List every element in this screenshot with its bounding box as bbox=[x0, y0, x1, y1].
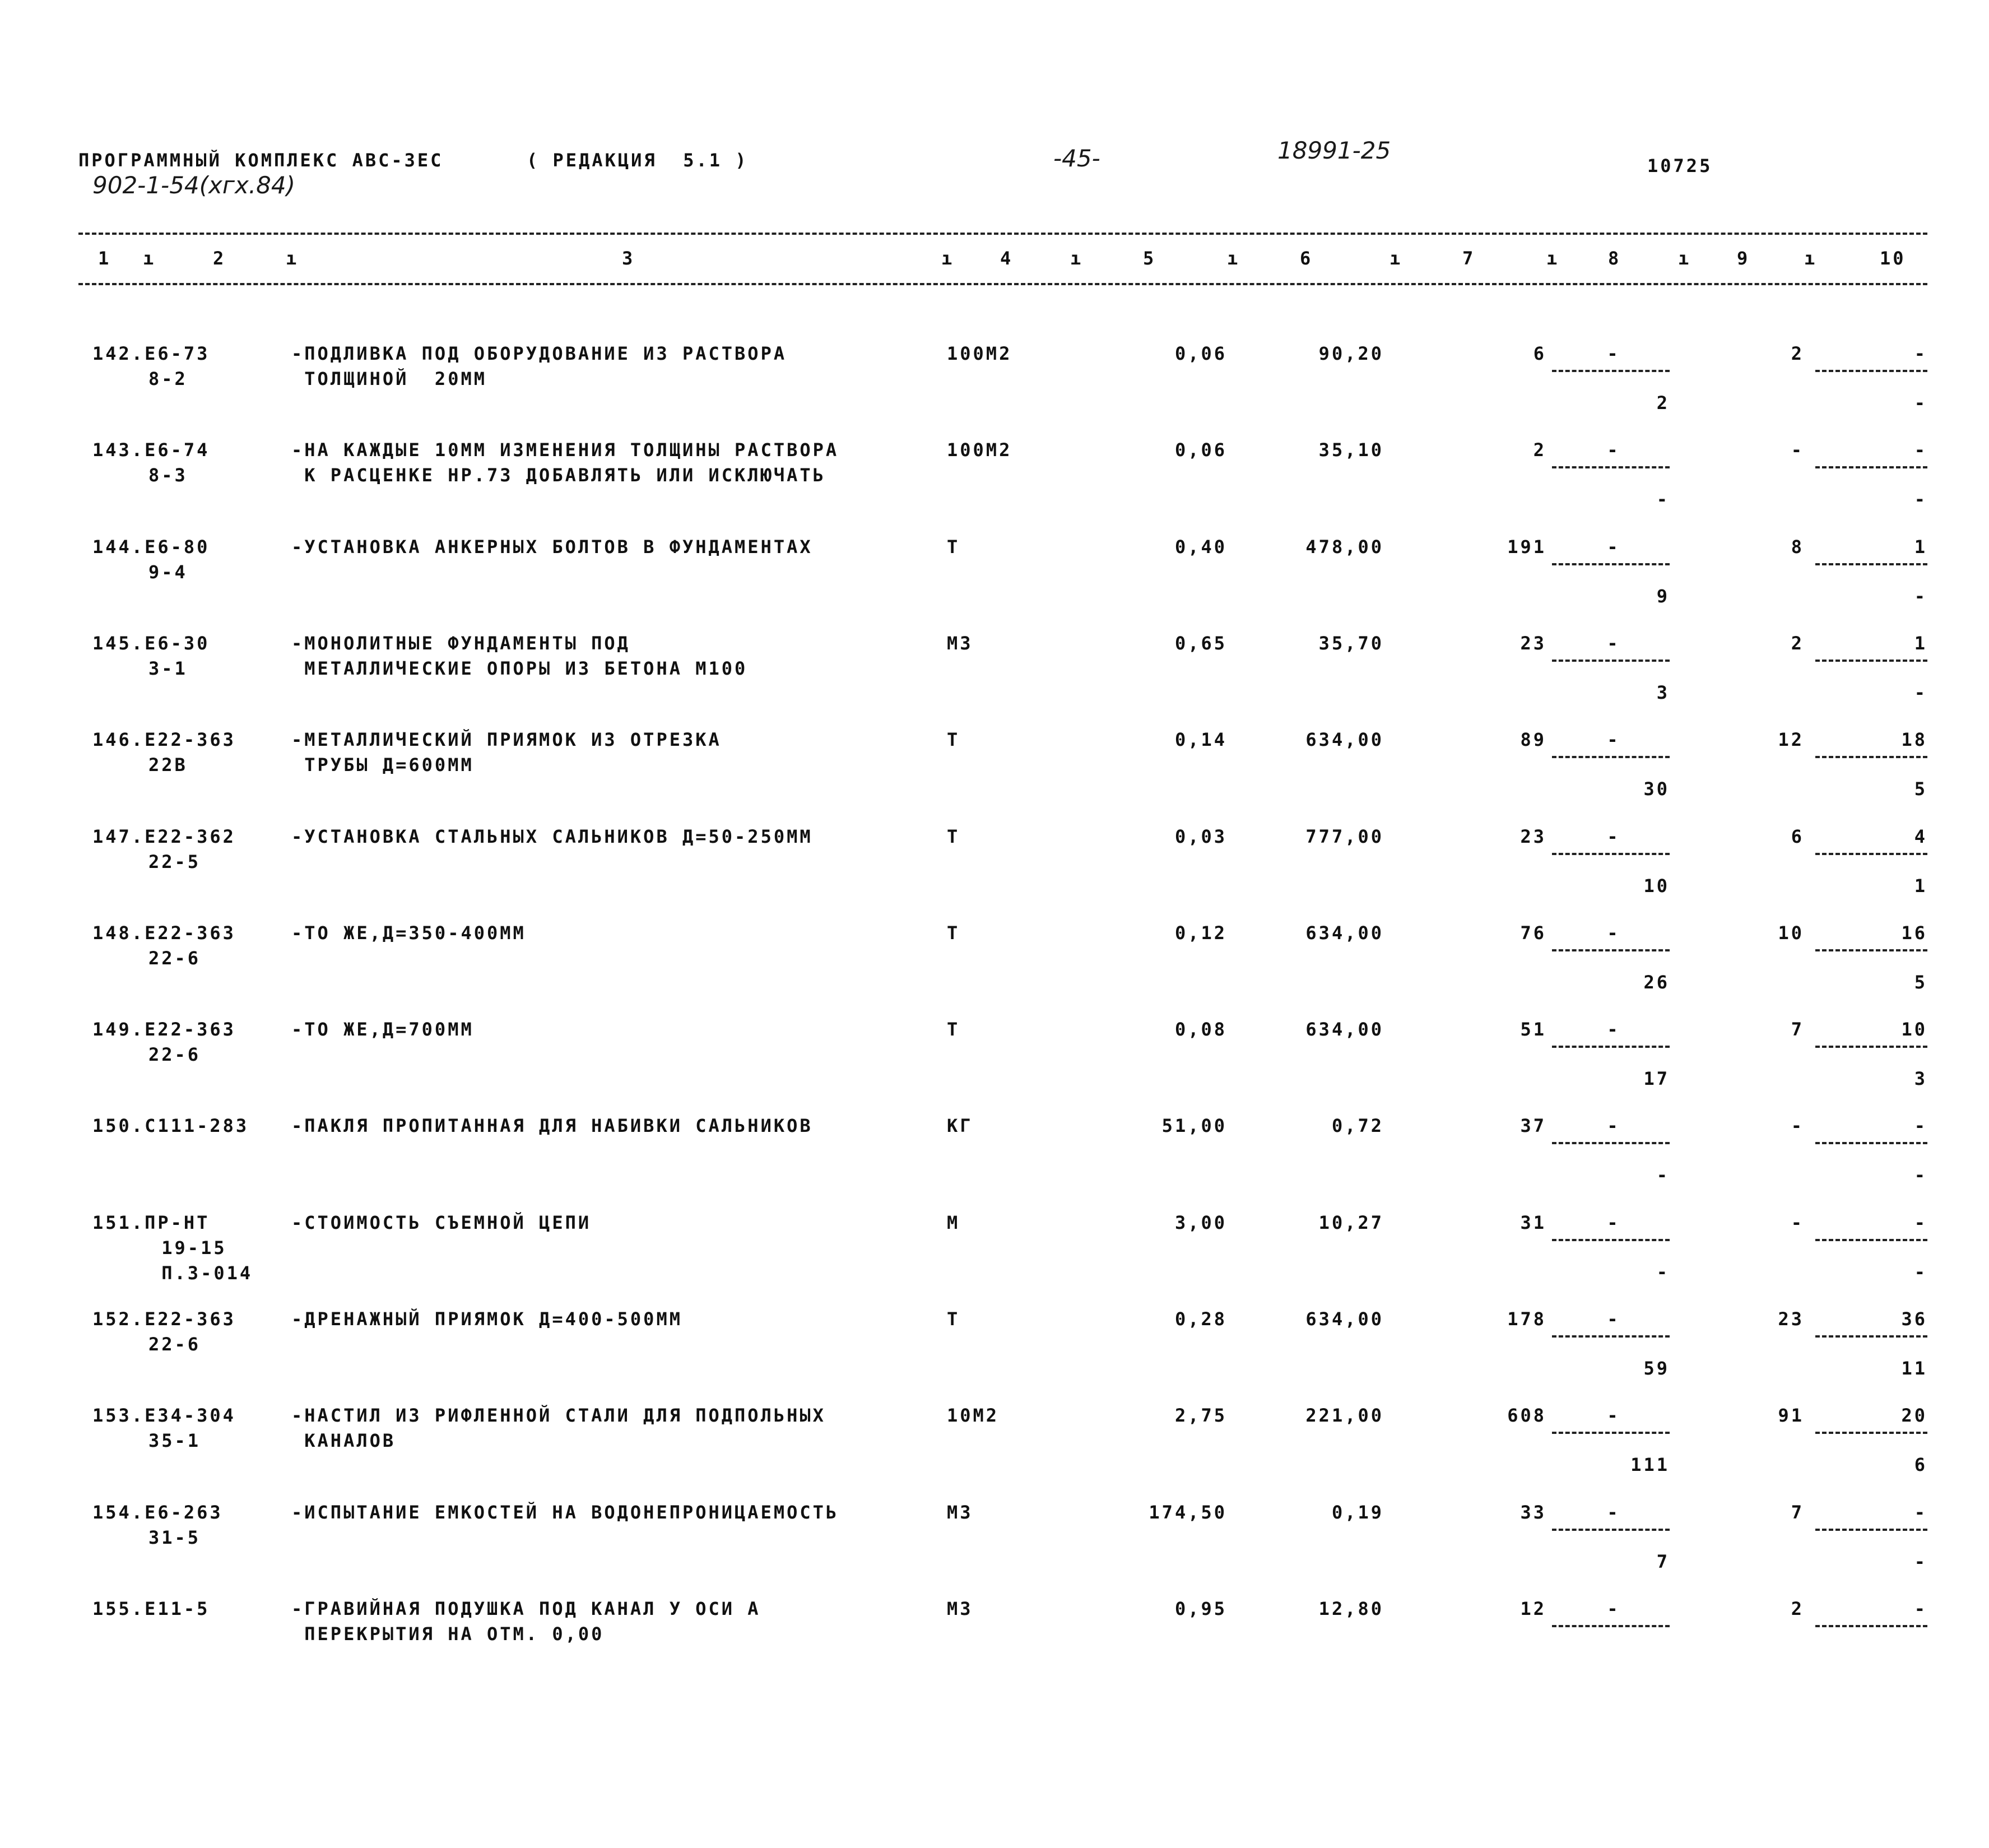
row-col9: 2 bbox=[1791, 1598, 1804, 1619]
row-col9: 6 bbox=[1791, 826, 1804, 847]
row-description: К РАСЦЕНКЕ НР.73 ДОБАВЛЯТЬ ИЛИ ИСКЛЮЧАТЬ bbox=[291, 465, 826, 486]
row-code-sub: 22-6 bbox=[148, 1044, 201, 1065]
row-col10-bottom: 6 bbox=[1914, 1454, 1927, 1475]
row-unit-price: 0,72 bbox=[1331, 1115, 1384, 1136]
row-code: 145.Е6-30 bbox=[92, 633, 210, 654]
column-separator: ı bbox=[286, 248, 299, 269]
row-code: 152.Е22-363 bbox=[92, 1308, 236, 1330]
row-col7: 608 bbox=[1507, 1405, 1546, 1426]
row-col7: 191 bbox=[1507, 536, 1546, 558]
column-separator: ı bbox=[1227, 248, 1240, 269]
row-col10-top: 16 bbox=[1901, 922, 1927, 944]
row-description: -МОНОЛИТНЫЕ ФУНДАМЕНТЫ ПОД bbox=[291, 633, 630, 654]
row-col8-divider bbox=[1552, 756, 1670, 758]
row-description: КАНАЛОВ bbox=[291, 1430, 396, 1451]
row-unit-price: 634,00 bbox=[1305, 1308, 1384, 1330]
row-col8-bottom: 26 bbox=[1643, 972, 1670, 993]
row-quantity: 0,40 bbox=[1174, 536, 1227, 558]
row-unit: КГ bbox=[947, 1115, 973, 1136]
row-col8-bottom: - bbox=[1656, 1164, 1670, 1186]
row-unit: 100М2 bbox=[947, 439, 1012, 461]
row-col8-divider bbox=[1552, 1625, 1670, 1627]
row-unit: Т bbox=[947, 1019, 960, 1040]
row-col10-top: - bbox=[1914, 1212, 1927, 1233]
sheet-code: 10725 bbox=[1647, 155, 1713, 177]
row-unit: М3 bbox=[947, 633, 973, 654]
header-rule-top bbox=[78, 233, 1927, 235]
row-col10-divider bbox=[1815, 1239, 1927, 1241]
row-col8-top: - bbox=[1607, 1115, 1620, 1136]
row-col9: 23 bbox=[1778, 1308, 1804, 1330]
row-code-sub: П.3-014 bbox=[148, 1262, 253, 1284]
row-description: -МЕТАЛЛИЧЕСКИЙ ПРИЯМОК ИЗ ОТРЕЗКА bbox=[291, 729, 722, 750]
row-col10-top: 18 bbox=[1901, 729, 1927, 750]
row-col10-divider bbox=[1815, 1432, 1927, 1434]
row-quantity: 174,50 bbox=[1149, 1502, 1227, 1523]
row-col10-divider bbox=[1815, 1142, 1927, 1144]
column-header-8: 8 bbox=[1608, 248, 1621, 269]
row-code-sub: 31-5 bbox=[148, 1527, 201, 1548]
row-col9: 7 bbox=[1791, 1502, 1804, 1523]
row-quantity: 0,14 bbox=[1174, 729, 1227, 750]
row-description: ТРУБЫ Д=600ММ bbox=[291, 754, 474, 776]
row-col10-top: 4 bbox=[1914, 826, 1927, 847]
row-col10-top: 20 bbox=[1901, 1405, 1927, 1426]
doc-number: 18991-25 bbox=[1277, 137, 1391, 164]
row-col8-bottom: 3 bbox=[1656, 682, 1670, 703]
row-col8-bottom: 7 bbox=[1656, 1551, 1670, 1572]
row-description: -ГРАВИЙНАЯ ПОДУШКА ПОД КАНАЛ У ОСИ А bbox=[291, 1598, 761, 1619]
row-unit-price: 0,19 bbox=[1331, 1502, 1384, 1523]
row-col10-divider bbox=[1815, 853, 1927, 855]
row-col10-bottom: - bbox=[1914, 1551, 1927, 1572]
row-col10-divider bbox=[1815, 1529, 1927, 1531]
row-col8-bottom: 59 bbox=[1643, 1358, 1670, 1379]
row-quantity: 0,28 bbox=[1174, 1308, 1227, 1330]
column-header-3: 3 bbox=[622, 248, 635, 269]
row-col10-bottom: 11 bbox=[1901, 1358, 1927, 1379]
row-code-sub: 22-6 bbox=[148, 948, 201, 969]
row-col8-bottom: 111 bbox=[1630, 1454, 1670, 1475]
row-quantity: 51,00 bbox=[1161, 1115, 1227, 1136]
column-separator: ı bbox=[941, 248, 955, 269]
column-header-10: 10 bbox=[1880, 248, 1906, 269]
row-col8-bottom: - bbox=[1656, 1261, 1670, 1283]
row-col8-top: - bbox=[1607, 1598, 1620, 1619]
row-unit: 10М2 bbox=[947, 1405, 1000, 1426]
row-col7: 31 bbox=[1520, 1212, 1546, 1233]
column-header-7: 7 bbox=[1462, 248, 1476, 269]
row-col7: 6 bbox=[1533, 343, 1546, 364]
row-col8-top: - bbox=[1607, 633, 1620, 654]
row-col7: 178 bbox=[1507, 1308, 1546, 1330]
row-col8-divider bbox=[1552, 1239, 1670, 1241]
row-quantity: 0,95 bbox=[1174, 1598, 1227, 1619]
row-col8-top: - bbox=[1607, 1212, 1620, 1233]
row-unit-price: 35,70 bbox=[1318, 633, 1384, 654]
row-col10-divider bbox=[1815, 466, 1927, 468]
row-col10-bottom: - bbox=[1914, 392, 1927, 414]
row-col10-bottom: 1 bbox=[1914, 875, 1927, 897]
project-code: 902-1-54(хгх.84) bbox=[92, 171, 295, 199]
row-col10-divider bbox=[1815, 370, 1927, 372]
row-col10-divider bbox=[1815, 949, 1927, 951]
row-code-sub: 22-5 bbox=[148, 851, 201, 872]
column-separator: ı bbox=[1070, 248, 1084, 269]
row-unit: Т bbox=[947, 1308, 960, 1330]
row-col8-divider bbox=[1552, 370, 1670, 372]
row-col8-divider bbox=[1552, 466, 1670, 468]
row-unit: Т bbox=[947, 922, 960, 944]
row-unit-price: 90,20 bbox=[1318, 343, 1384, 364]
row-col8-top: - bbox=[1607, 826, 1620, 847]
row-unit-price: 12,80 bbox=[1318, 1598, 1384, 1619]
row-code-sub: 8-2 bbox=[148, 368, 188, 389]
row-quantity: 0,08 bbox=[1174, 1019, 1227, 1040]
row-quantity: 0,06 bbox=[1174, 343, 1227, 364]
row-col9: - bbox=[1791, 1212, 1804, 1233]
row-code: 151.ПР-НТ bbox=[92, 1212, 210, 1233]
row-unit: Т bbox=[947, 536, 960, 558]
row-col10-top: - bbox=[1914, 1115, 1927, 1136]
row-description: -ТО ЖЕ,Д=700ММ bbox=[291, 1019, 474, 1040]
row-col8-top: - bbox=[1607, 1405, 1620, 1426]
row-code: 148.Е22-363 bbox=[92, 922, 236, 944]
column-header-1: 1 bbox=[98, 248, 111, 269]
row-quantity: 2,75 bbox=[1174, 1405, 1227, 1426]
row-code-sub: 22В bbox=[148, 754, 188, 776]
row-col7: 51 bbox=[1520, 1019, 1546, 1040]
row-code: 154.Е6-263 bbox=[92, 1502, 223, 1523]
row-unit: М bbox=[947, 1212, 960, 1233]
row-col10-bottom: 3 bbox=[1914, 1068, 1927, 1089]
row-col10-top: 36 bbox=[1901, 1308, 1927, 1330]
row-col9: - bbox=[1791, 439, 1804, 461]
row-col9: 8 bbox=[1791, 536, 1804, 558]
row-unit-price: 35,10 bbox=[1318, 439, 1384, 461]
row-quantity: 0,12 bbox=[1174, 922, 1227, 944]
row-quantity: 0,03 bbox=[1174, 826, 1227, 847]
column-separator: ı bbox=[143, 248, 156, 269]
row-col8-top: - bbox=[1607, 343, 1620, 364]
row-unit: М3 bbox=[947, 1598, 973, 1619]
row-col8-top: - bbox=[1607, 536, 1620, 558]
row-description: -НАСТИЛ ИЗ РИФЛЕННОЙ СТАЛИ ДЛЯ ПОДПОЛЬНЫХ bbox=[291, 1405, 826, 1426]
row-code: 153.Е34-304 bbox=[92, 1405, 236, 1426]
row-code-sub: 3-1 bbox=[148, 658, 188, 679]
row-col10-top: - bbox=[1914, 439, 1927, 461]
row-col8-top: - bbox=[1607, 1502, 1620, 1523]
edition-label: ( РЕДАКЦИЯ 5.1 ) bbox=[527, 150, 749, 171]
row-col7: 23 bbox=[1520, 633, 1546, 654]
row-col9: 7 bbox=[1791, 1019, 1804, 1040]
row-col8-top: - bbox=[1607, 729, 1620, 750]
row-col8-bottom: - bbox=[1656, 489, 1670, 510]
row-unit-price: 478,00 bbox=[1305, 536, 1384, 558]
row-col8-bottom: 2 bbox=[1656, 392, 1670, 414]
row-col8-divider bbox=[1552, 1432, 1670, 1434]
row-col8-divider bbox=[1552, 1046, 1670, 1048]
row-code: 142.Е6-73 bbox=[92, 343, 210, 364]
column-separator: ı bbox=[1678, 248, 1691, 269]
program-title: ПРОГРАММНЫЙ КОМПЛЕКС АВС-3ЕС bbox=[78, 150, 444, 171]
page-mark: -45- bbox=[1053, 145, 1100, 172]
column-header-4: 4 bbox=[1000, 248, 1014, 269]
row-code: 149.Е22-363 bbox=[92, 1019, 236, 1040]
row-col9: 12 bbox=[1778, 729, 1804, 750]
row-col10-bottom: - bbox=[1914, 586, 1927, 607]
row-col10-top: 10 bbox=[1901, 1019, 1927, 1040]
row-col8-top: - bbox=[1607, 1019, 1620, 1040]
row-col10-top: 1 bbox=[1914, 536, 1927, 558]
row-description: -УСТАНОВКА АНКЕРНЫХ БОЛТОВ В ФУНДАМЕНТАХ bbox=[291, 536, 813, 558]
row-description: ТОЛЩИНОЙ 20ММ bbox=[291, 368, 487, 389]
row-col10-bottom: 5 bbox=[1914, 778, 1927, 800]
column-header-6: 6 bbox=[1300, 248, 1313, 269]
row-col7: 76 bbox=[1520, 922, 1546, 944]
row-col7: 23 bbox=[1520, 826, 1546, 847]
header-rule-bottom bbox=[78, 283, 1927, 285]
row-unit: Т bbox=[947, 729, 960, 750]
row-code-sub: 9-4 bbox=[148, 561, 188, 583]
row-unit-price: 634,00 bbox=[1305, 729, 1384, 750]
row-description: -ПАКЛЯ ПРОПИТАННАЯ ДЛЯ НАБИВКИ САЛЬНИКОВ bbox=[291, 1115, 813, 1136]
column-separator: ı bbox=[1389, 248, 1403, 269]
row-col7: 12 bbox=[1520, 1598, 1546, 1619]
row-description: -УСТАНОВКА СТАЛЬНЫХ САЛЬНИКОВ Д=50-250ММ bbox=[291, 826, 813, 847]
column-separator: ı bbox=[1804, 248, 1818, 269]
row-col10-divider bbox=[1815, 1046, 1927, 1048]
row-col10-top: - bbox=[1914, 1502, 1927, 1523]
row-col9: 2 bbox=[1791, 343, 1804, 364]
row-col10-top: 1 bbox=[1914, 633, 1927, 654]
row-unit-price: 634,00 bbox=[1305, 922, 1384, 944]
column-header-2: 2 bbox=[213, 248, 226, 269]
row-col8-top: - bbox=[1607, 922, 1620, 944]
row-description: -ПОДЛИВКА ПОД ОБОРУДОВАНИЕ ИЗ РАСТВОРА bbox=[291, 343, 787, 364]
row-col10-top: - bbox=[1914, 1598, 1927, 1619]
row-description: ПЕРЕКРЫТИЯ НА ОТМ. 0,00 bbox=[291, 1623, 605, 1645]
row-col9: 2 bbox=[1791, 633, 1804, 654]
column-header-9: 9 bbox=[1737, 248, 1750, 269]
row-col8-divider bbox=[1552, 660, 1670, 662]
row-code-sub: 19-15 bbox=[148, 1237, 227, 1259]
row-col8-divider bbox=[1552, 1335, 1670, 1338]
row-col10-divider bbox=[1815, 1625, 1927, 1627]
row-code: 146.Е22-363 bbox=[92, 729, 236, 750]
row-unit-price: 634,00 bbox=[1305, 1019, 1384, 1040]
row-quantity: 0,06 bbox=[1174, 439, 1227, 461]
row-col8-bottom: 10 bbox=[1643, 875, 1670, 897]
row-col10-bottom: - bbox=[1914, 682, 1927, 703]
row-unit: 100М2 bbox=[947, 343, 1012, 364]
row-col10-divider bbox=[1815, 660, 1927, 662]
column-separator: ı bbox=[1546, 248, 1560, 269]
row-col10-divider bbox=[1815, 563, 1927, 565]
row-description: -СТОИМОСТЬ СЪЕМНОЙ ЦЕПИ bbox=[291, 1212, 592, 1233]
row-col8-divider bbox=[1552, 563, 1670, 565]
row-col7: 2 bbox=[1533, 439, 1546, 461]
row-col9: - bbox=[1791, 1115, 1804, 1136]
row-col8-top: - bbox=[1607, 439, 1620, 461]
row-col10-divider bbox=[1815, 756, 1927, 758]
row-col8-bottom: 30 bbox=[1643, 778, 1670, 800]
row-unit-price: 221,00 bbox=[1305, 1405, 1384, 1426]
row-description: -НА КАЖДЫЕ 10ММ ИЗМЕНЕНИЯ ТОЛЩИНЫ РАСТВОРА bbox=[291, 439, 839, 461]
row-code: 143.Е6-74 bbox=[92, 439, 210, 461]
row-col10-bottom: - bbox=[1914, 1164, 1927, 1186]
row-col8-divider bbox=[1552, 949, 1670, 951]
row-col10-top: - bbox=[1914, 343, 1927, 364]
row-unit: Т bbox=[947, 826, 960, 847]
row-col8-bottom: 9 bbox=[1656, 586, 1670, 607]
row-col7: 33 bbox=[1520, 1502, 1546, 1523]
row-description: -ДРЕНАЖНЫЙ ПРИЯМОК Д=400-500ММ bbox=[291, 1308, 682, 1330]
row-code-sub: 35-1 bbox=[148, 1430, 201, 1451]
row-col8-divider bbox=[1552, 1529, 1670, 1531]
row-col10-bottom: - bbox=[1914, 1261, 1927, 1283]
row-description: МЕТАЛЛИЧЕСКИЕ ОПОРЫ ИЗ БЕТОНА М100 bbox=[291, 658, 748, 679]
row-unit: М3 bbox=[947, 1502, 973, 1523]
row-quantity: 3,00 bbox=[1174, 1212, 1227, 1233]
row-code: 150.С111-283 bbox=[92, 1115, 249, 1136]
row-col10-bottom: - bbox=[1914, 489, 1927, 510]
row-unit-price: 777,00 bbox=[1305, 826, 1384, 847]
row-col7: 37 bbox=[1520, 1115, 1546, 1136]
row-code: 155.Е11-5 bbox=[92, 1598, 210, 1619]
row-col8-divider bbox=[1552, 853, 1670, 855]
row-col9: 10 bbox=[1778, 922, 1804, 944]
row-col8-bottom: 17 bbox=[1643, 1068, 1670, 1089]
row-col10-bottom: 5 bbox=[1914, 972, 1927, 993]
row-col8-divider bbox=[1552, 1142, 1670, 1144]
row-code-sub: 8-3 bbox=[148, 465, 188, 486]
row-quantity: 0,65 bbox=[1174, 633, 1227, 654]
row-code: 144.Е6-80 bbox=[92, 536, 210, 558]
row-code-sub: 22-6 bbox=[148, 1334, 201, 1355]
row-col9: 91 bbox=[1778, 1405, 1804, 1426]
column-header-5: 5 bbox=[1143, 248, 1156, 269]
row-col7: 89 bbox=[1520, 729, 1546, 750]
row-description: -ТО ЖЕ,Д=350-400ММ bbox=[291, 922, 526, 944]
row-unit-price: 10,27 bbox=[1318, 1212, 1384, 1233]
row-col8-top: - bbox=[1607, 1308, 1620, 1330]
row-col10-divider bbox=[1815, 1335, 1927, 1338]
row-code: 147.Е22-362 bbox=[92, 826, 236, 847]
row-description: -ИСПЫТАНИЕ ЕМКОСТЕЙ НА ВОДОНЕПРОНИЦАЕМОСТЬ bbox=[291, 1502, 839, 1523]
